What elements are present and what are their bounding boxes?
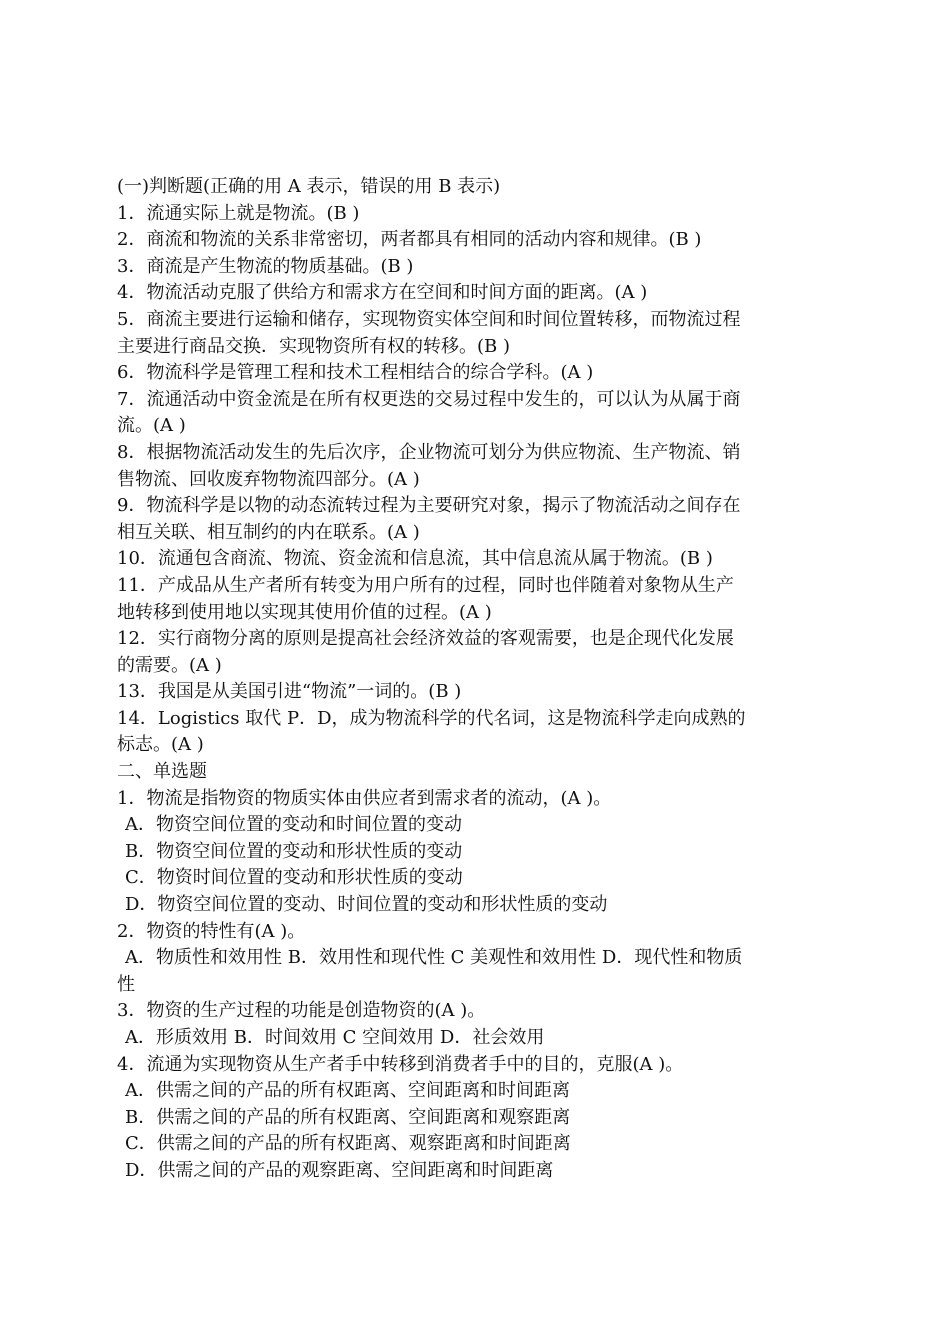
question-4-option-c: C．供需之间的产品的所有权距离、观察距离和时间距离 <box>125 1133 571 1155</box>
judge-line: 5．商流主要进行运输和储存，实现物资实体空间和时间位置转移，而物流过程 <box>117 308 741 330</box>
judge-line: 9．物流科学是以物的动态流转过程为主要研究对象，揭示了物流活动之间存在 <box>117 495 741 517</box>
question-4-option-d: D．供需之间的产品的观察距离、空间距离和时间距离 <box>125 1159 554 1181</box>
judge-line: 主要进行商品交换．实现物资所有权的转移。(B ) <box>117 335 510 357</box>
judge-line: 相互关联、相互制约的内在联系。(A ) <box>117 521 420 543</box>
question-1-option-d: D．物资空间位置的变动、时间位置的变动和形状性质的变动 <box>125 894 608 916</box>
question-1-option-c: C．物资时间位置的变动和形状性质的变动 <box>125 867 463 889</box>
question-1-option-b: B．物资空间位置的变动和形状性质的变动 <box>125 840 463 862</box>
question-3-stem: 3．物资的生产过程的功能是创造物资的(A )。 <box>117 1000 486 1022</box>
judge-line: 标志。(A ) <box>117 734 204 756</box>
judge-line: 12．实行商物分离的原则是提高社会经济效益的客观需要，也是企现代化发展 <box>117 628 734 650</box>
judge-line: 售物流、回收废弃物物流四部分。(A ) <box>117 468 420 490</box>
section-1-title: (一)判断题(正确的用 A 表示，错误的用 B 表示) <box>117 176 501 197</box>
question-2-stem: 2．物资的特性有(A )。 <box>117 920 306 942</box>
question-1-stem: 1．物流是指物资的物质实体由供应者到需求者的流动，(A )。 <box>117 787 612 809</box>
judge-line: 10．流通包含商流、物流、资金流和信息流，其中信息流从属于物流。(B ) <box>117 548 713 570</box>
question-4-option-b: B．供需之间的产品的所有权距离、空间距离和观察距离 <box>125 1106 571 1128</box>
question-2-options-cont: 性 <box>117 973 135 995</box>
question-4-stem: 4．流通为实现物资从生产者手中转移到消费者手中的目的，克服(A )。 <box>117 1053 684 1075</box>
judge-line: 13．我国是从美国引进“物流”一词的。(B ) <box>117 681 462 703</box>
judge-line: 的需要。(A ) <box>117 654 222 676</box>
judge-line: 11．产成品从生产者所有转变为用户所有的过程，同时也伴随着对象物从生产 <box>117 574 734 596</box>
judge-line: 地转移到使用地以实现其使用价值的过程。(A ) <box>117 601 492 623</box>
question-4-option-a: A．供需之间的产品的所有权距离、空间距离和时间距离 <box>125 1080 570 1102</box>
judge-line: 6．物流科学是管理工程和技术工程相结合的综合学科。(A ) <box>117 362 594 384</box>
section-2-title: 二、单选题 <box>117 761 207 783</box>
judge-line: 8．根据物流活动发生的先后次序，企业物流可划分为供应物流、生产物流、销 <box>117 441 741 463</box>
judge-line: 2．商流和物流的关系非常密切，两者都具有相同的活动内容和规律。(B ) <box>117 229 702 251</box>
question-2-options: A．物质性和效用性 B．效用性和现代性 C 美观性和效用性 D．现代性和物质 <box>125 947 743 969</box>
question-1-option-a: A．物资空间位置的变动和时间位置的变动 <box>125 814 462 836</box>
judge-line: 14．Logistics 取代 P．D，成为物流科学的代名词，这是物流科学走向成熟的 <box>117 707 746 729</box>
question-3-options: A．形质效用 B．时间效用 C 空间效用 D．社会效用 <box>125 1027 545 1048</box>
judge-line: 7．流通活动中资金流是在所有权更迭的交易过程中发生的，可以认为从属于商 <box>117 388 741 410</box>
judge-line: 4．物流活动克服了供给方和需求方在空间和时间方面的距离。(A ) <box>117 282 648 304</box>
judge-line: 3．商流是产生物流的物质基础。(B ) <box>117 255 414 277</box>
judge-line: 1．流通实际上就是物流。(B ) <box>117 202 360 224</box>
judge-line: 流。(A ) <box>117 415 186 437</box>
document-page <box>117 174 837 1185</box>
